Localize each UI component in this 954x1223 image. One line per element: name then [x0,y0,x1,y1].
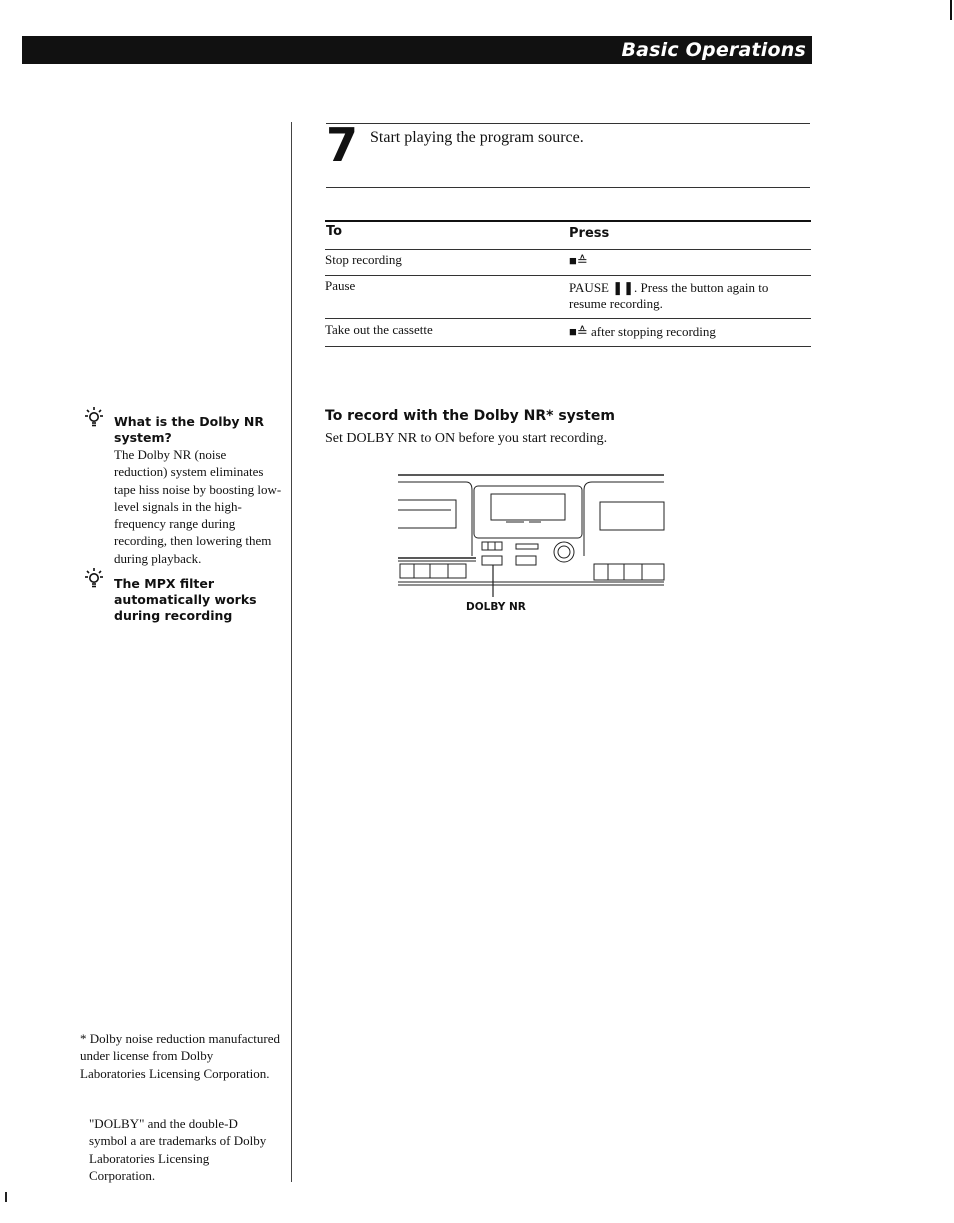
page-edge-mark [950,0,952,20]
table-top-rule [325,220,811,222]
header-bar [22,36,812,64]
table-header-rule [325,249,811,250]
table-row-3-to: Take out the cassette [325,322,433,337]
lightbulb-tip-icon [84,566,104,590]
table-bottom-rule [325,346,811,347]
table-row-1-press: ■≙ [569,253,588,268]
step-bottom-rule [326,187,810,188]
table-header-to: To [326,224,343,239]
page-edge-mark [5,1192,7,1202]
step-number: 7 [326,118,359,172]
step-top-rule [326,123,810,124]
tip-heading-mpx: The MPX filter automatically works during recording [114,576,257,623]
table-row-1-to: Stop recording [325,252,402,267]
cassette-deck-illustration [396,472,666,597]
tip-heading-dolby: What is the Dolby NR system? [114,414,265,445]
section-title: Basic Operations [621,39,806,61]
figure-label-dolby-nr: DOLBY NR [466,601,526,613]
footnote-dolby-license: * Dolby noise reduction manufactured under license from Dolby Laboratories Licensing Corporation. [80,1031,280,1081]
column-divider [291,122,292,1182]
lightbulb-tip-icon [84,405,104,429]
table-header-press: Press [569,226,610,241]
step-text: Start playing the program source. [370,129,584,146]
table-row-2-to: Pause [325,278,356,293]
dolby-section-heading: To record with the Dolby NR* system [325,408,615,424]
table-row-rule [325,275,811,276]
table-row-rule [325,318,811,319]
table-row-3-press: ■≙ after stopping recording [569,324,716,339]
dolby-section-text: Set DOLBY NR to ON before you start recording. [325,431,608,446]
table-row-2-press: PAUSE ❚❚. Press the button again to resume recording. [569,280,769,311]
tip-body-dolby: The Dolby NR (noise reduction) system eliminates tape hiss noise by boosting low-level signals in the high-frequency range during recording, then lowering them during playback. [114,447,282,566]
footnote-dolby-trademark: "DOLBY" and the double-D symbol a are trademarks of Dolby Laboratories Licensing Corporation. [89,1116,267,1183]
